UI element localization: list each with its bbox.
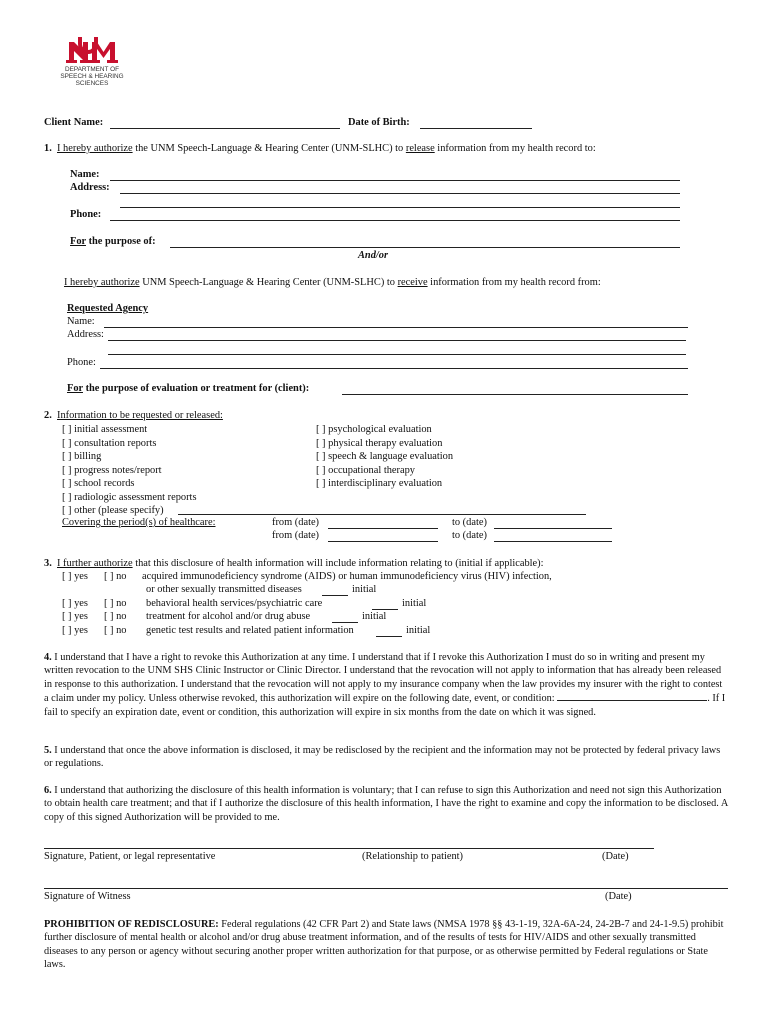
- patient-signature-label: Signature, Patient, or legal representative: [44, 851, 216, 862]
- expiration-field[interactable]: [557, 691, 707, 701]
- checkbox-item[interactable]: [ ] radiologic assessment reports: [62, 491, 197, 503]
- date-label-2: (Date): [605, 891, 632, 902]
- witness-signature-field[interactable]: [44, 888, 728, 889]
- checkbox-item[interactable]: [ ] interdisciplinary evaluation: [316, 478, 443, 489]
- to-date-label-2: to (date): [452, 530, 487, 541]
- release-phone-field[interactable]: [110, 220, 680, 221]
- release-purpose-field[interactable]: [170, 247, 680, 248]
- agency-phone-label: Phone:: [67, 357, 96, 368]
- initial-label-4: initial: [406, 625, 431, 636]
- agency-address-label: Address:: [67, 329, 104, 340]
- checkbox-item[interactable]: [ ] other (please specify): [62, 505, 164, 516]
- initial-field-3[interactable]: [332, 622, 358, 623]
- initial-field-4[interactable]: [376, 636, 402, 637]
- no-option-4[interactable]: [ ] no: [104, 625, 127, 636]
- checkbox-item[interactable]: [ ] psychological evaluation: [316, 424, 432, 435]
- initial-field-2[interactable]: [372, 609, 398, 610]
- agency-address-field[interactable]: [108, 340, 686, 341]
- agency-name-label: Name:: [67, 316, 95, 327]
- section3-text: 3. I further authorize that this disclosure of health information will include information relating to (initial if applicable):: [44, 558, 544, 569]
- checkbox-item[interactable]: [ ] speech & language evaluation: [316, 451, 454, 462]
- covering-period-label: Covering the period(s) of healthcare:: [62, 517, 216, 528]
- checkbox-item[interactable]: [ ] consultation reports: [62, 437, 157, 449]
- dob-label: Date of Birth:: [348, 117, 410, 128]
- agency-address-field-2[interactable]: [108, 354, 686, 355]
- eval-purpose-field[interactable]: [342, 394, 688, 395]
- eval-purpose-label: For the purpose of evaluation or treatment for (client):: [67, 383, 310, 394]
- aids-hiv-item: acquired immunodeficiency syndrome (AIDS) or human immunodeficiency virus (HIV) infection,: [142, 571, 552, 582]
- section2-title: 2. Information to be requested or released:: [44, 410, 223, 421]
- yes-option-3[interactable]: [ ] yes: [62, 611, 88, 622]
- yes-option-1[interactable]: [ ] yes: [62, 571, 88, 582]
- and-or-label: And/or: [358, 250, 389, 261]
- checkbox-item[interactable]: [ ] physical therapy evaluation: [316, 437, 443, 449]
- unm-logo: [52, 36, 132, 96]
- checkbox-item[interactable]: [ ] billing: [62, 451, 102, 462]
- relationship-label: (Relationship to patient): [362, 851, 463, 862]
- from-date-field-1[interactable]: [328, 528, 438, 529]
- right-checklist: [316, 423, 453, 491]
- witness-signature-label: Signature of Witness: [44, 891, 131, 902]
- initial-field-1[interactable]: [322, 595, 348, 596]
- agency-name-field[interactable]: [104, 327, 688, 328]
- release-name-field[interactable]: [110, 180, 680, 181]
- section1-text: 1. I hereby authorize the UNM Speech-Language & Hearing Center (UNM-SLHC) to release information from my health record to:: [44, 143, 596, 154]
- checkbox-item[interactable]: [ ] progress notes/report: [62, 464, 162, 476]
- release-address-field[interactable]: [120, 193, 680, 194]
- no-option-2[interactable]: [ ] no: [104, 598, 127, 609]
- to-date-field-1[interactable]: [494, 528, 612, 529]
- alcohol-drug-item: treatment for alcohol and/or drug abuse: [146, 611, 311, 622]
- behavioral-item: behavioral health services/psychiatric care: [146, 598, 323, 609]
- from-date-field-2[interactable]: [328, 541, 438, 542]
- other-specify-field[interactable]: [178, 514, 586, 515]
- from-date-label-1: from (date): [272, 517, 320, 528]
- client-name-label: Client Name:: [44, 117, 104, 128]
- release-address-field-2[interactable]: [120, 207, 680, 208]
- section6-paragraph: 6. I understand that authorizing the disclosure of this health information is voluntary; that I can refuse to sign this Authorization and need not sign this Authorization to obtain health care treatment; and that if I authorize the disclosure of this health information, I have the right to examine and copy the information to be disclosed. A copy of this signed Authorization will be provided to me.: [44, 785, 728, 823]
- unm-logo-icon: [66, 36, 118, 66]
- std-item: or other sexually transmitted diseases: [146, 584, 302, 595]
- from-date-label-2: from (date): [272, 530, 320, 541]
- initial-label-2: initial: [402, 598, 427, 609]
- receive-text: I hereby authorize UNM Speech-Language & Hearing Center (UNM-SLHC) to receive information from my health record from:: [64, 277, 601, 288]
- dob-field[interactable]: [420, 128, 532, 129]
- initial-label-1: initial: [352, 584, 377, 595]
- checkbox-item[interactable]: [ ] occupational therapy: [316, 464, 415, 476]
- release-phone-label: Phone:: [70, 209, 102, 220]
- date-label-1: (Date): [602, 851, 629, 862]
- client-name-field[interactable]: [110, 128, 340, 129]
- checkbox-item[interactable]: [ ] school records: [62, 478, 135, 489]
- section4-paragraph: 4. I understand that I have a right to revoke this Authorization at any time. I understand that if I revoke this Authorization I must do so in writing and present my written revocation to the UNM SHS Clinic Instructor or Clinic Director. I understand that the revocation will not apply to information that has already been released in response to this authorization. I understand that the revocation will not apply to my insurance company when the law provides my insurer with the right to contest a claim under my policy. Unless otherwise revoked, this authorization will expire on the following date, event, or condition: . If I fail to specify an expiration date, event or condition, this authorization will expire in six months from the date on which it was signed.: [44, 652, 726, 718]
- release-address-label: Address:: [70, 182, 110, 193]
- prohibition-paragraph: PROHIBITION OF REDISCLOSURE: Federal regulations (42 CFR Part 2) and State laws (NMSA 1978 §§ 43-1-19, 32A-6A-24, 24-2B-7 and 24-1-9.5) prohibit further disclosure of mental health or alcohol and/or drug abuse treatment information, and of the results of tests for HIV/AIDS and other sexually transmitted diseases to any person or agency without securing another proper written authorization for that purpose, or as otherwise permitted by Federal regulations or State laws.: [44, 919, 724, 971]
- no-option-1[interactable]: [ ] no: [104, 571, 127, 582]
- yes-option-4[interactable]: [ ] yes: [62, 625, 88, 636]
- to-date-field-2[interactable]: [494, 541, 612, 542]
- department-name: DEPARTMENT OF SPEECH & HEARING SCIENCES: [60, 66, 124, 87]
- genetic-item: genetic test results and related patient information: [146, 625, 354, 636]
- no-option-3[interactable]: [ ] no: [104, 611, 127, 622]
- agency-phone-field[interactable]: [100, 368, 688, 369]
- requested-agency-title: Requested Agency: [67, 303, 149, 314]
- section5-paragraph: 5. I understand that once the above information is disclosed, it may be redisclosed by the recipient and the information may not be protected by federal privacy laws or regulations.: [44, 745, 721, 770]
- release-purpose-label: For the purpose of:: [70, 236, 156, 247]
- initial-label-3: initial: [362, 611, 387, 622]
- patient-signature-field[interactable]: [44, 848, 654, 849]
- release-name-label: Name:: [70, 169, 100, 180]
- left-checklist: [62, 423, 197, 518]
- checkbox-item[interactable]: [ ] initial assessment: [62, 424, 148, 435]
- to-date-label-1: to (date): [452, 517, 487, 528]
- yes-option-2[interactable]: [ ] yes: [62, 598, 88, 609]
